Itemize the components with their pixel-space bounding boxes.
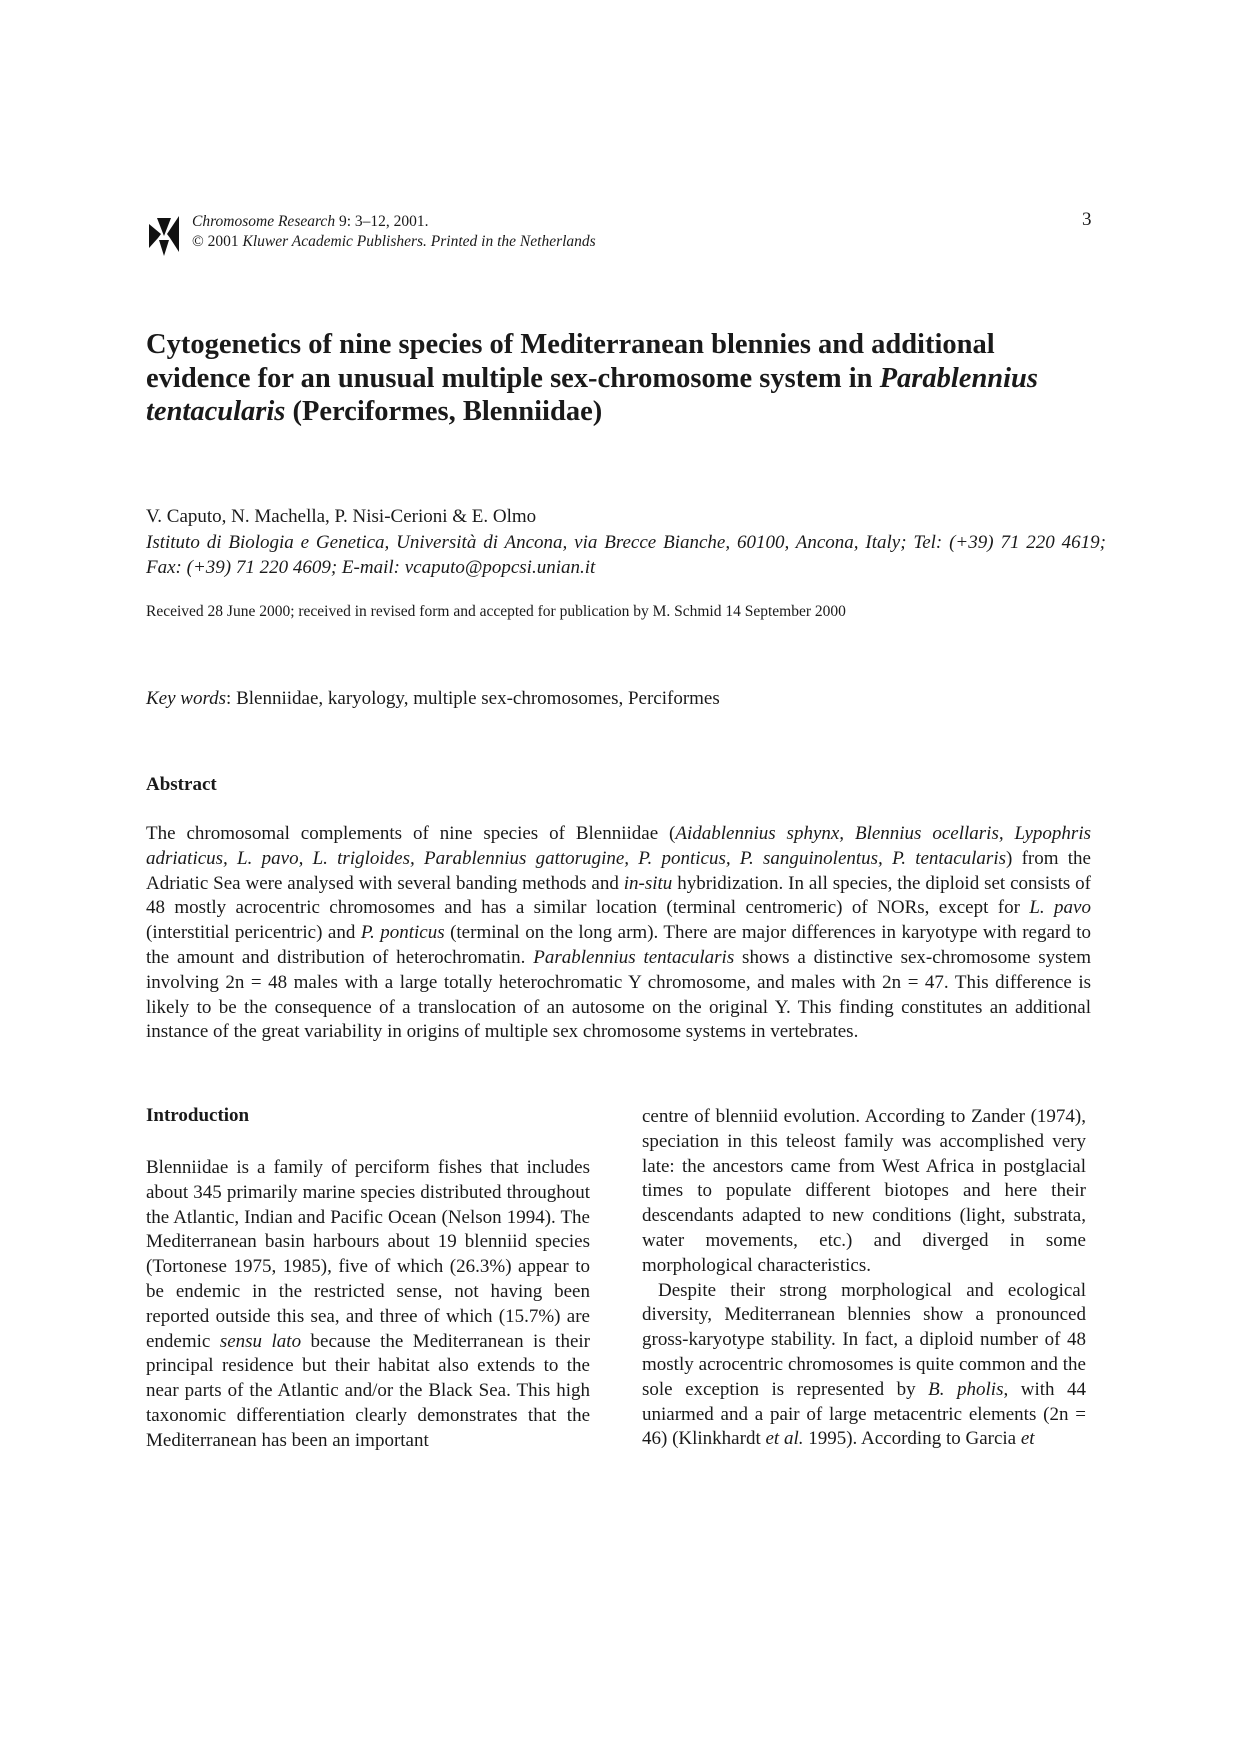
keywords <box>146 688 720 710</box>
intro-column-right <box>642 1105 1086 1452</box>
keywords-label: Key words <box>146 688 227 709</box>
page-number: 3 <box>1082 209 1092 230</box>
copyright-text: Kluwer Academic Publishers. Printed in the Netherlands <box>242 233 596 250</box>
journal-citation <box>192 212 596 252</box>
intro-p1-text: Blenniidae is a family of perciform fishes that includes about 345 primarily marine species distributed throughout the Atlantic, Indian and Pacific Ocean (Nelson 1994). The Mediterranean basin harbours about 19 blenniid species (Tortonese 1975, 1985), five of which (26.3%) appear to be endemic in the restricted sense, not having been reported outside this sea, and three of which (15.7%) are endemic sensu lato because the Mediterranean is their principal residence but their habitat also extends to the near parts of the Atlantic and/or the Black Sea. This high taxonomic differentiation clearly demonstrates that the Mediterranean has been an important <box>146 1157 591 1451</box>
intro-p1-cont-text: centre of blenniid evolution. According to Zander (1974), speciation in this teleost family was accomplished very late: the ancestors came from West Africa in postglacial times to populate different biotopes and here their descendants adapted to new conditions (light, substrata, water movements, etc.) and diverged in some morphological characteristics. <box>642 1106 1086 1276</box>
intro-paragraph-1-cont <box>642 1105 1086 1279</box>
abstract-body: The chromosomal complements of nine species of Blenniidae (Aidablennius sphynx, Blennius ocellaris, Lypophris adriaticus, L. pavo, L. trigloides, Parablennius gattorugine, P. ponticus, P. sanguinolentus, P. tentacularis) from the Adriatic Sea were analysed with several banding methods and in-situ hybridization. In all species, the diploid set consists of 48 mostly acrocentric chromosomes and has a similar location (terminal centromeric) of NORs, except for L. pavo (interstitial pericentric) and P. ponticus (terminal on the long arm). There are major differences in karyotype with regard to the amount and distribution of heterochromatin. Parablennius tentacularis shows a distinctive sex-chromosome system involving 2n = 48 males with a large totally heterochromatic Y chromosome, and males with 2n = 47. This difference is likely to be the consequence of a translocation of an autosome on the original Y. This finding constitutes an additional instance of the great variability in origins of multiple sex chromosome systems in vertebrates. <box>146 823 1092 1043</box>
article-title <box>146 328 1106 429</box>
title-text-end: (Perciformes, Blenniidae) <box>285 396 603 427</box>
keywords-text: : Blenniidae, karyology, multiple sex-chromosomes, Perciformes <box>226 688 720 709</box>
abstract-heading: Abstract <box>146 774 217 795</box>
publisher-logo-icon <box>146 214 182 258</box>
copyright-symbol: © <box>192 233 204 250</box>
intro-column-left <box>146 1156 590 1454</box>
intro-paragraph-2: Despite their strong morphological and ecological diversity, Mediterranean blennies show a pronounced gross-karyotype stability. In fact, a diploid number of 48 mostly acrocentric chromosomes is quite common and the sole exception is represented by B. pholis, with 44 uniarmed and a pair of large metacentric elements (2n = 46) (Klinkhardt et al. 1995). According to Garcia et <box>642 1279 1087 1450</box>
intro-paragraph-1 <box>146 1156 590 1454</box>
title-text: Cytogenetics of nine species of Mediterranean blennies and additional evidence for an unusual multiple sex-chromosome system in <box>146 329 995 394</box>
introduction-heading: Introduction <box>146 1105 250 1126</box>
authors: V. Caputo, N. Machella, P. Nisi-Cerioni & E. Olmo <box>146 506 537 527</box>
received-dates: Received 28 June 2000; received in revised form and accepted for publication by M. Schmid 14 September 2000 <box>146 603 846 620</box>
copyright-year: 2001 <box>207 233 239 250</box>
affiliation: Istituto di Biologia e Genetica, Università di Ancona, via Brecce Bianche, 60100, Ancona, Italy; Tel: (+39) 71 220 4619; Fax: (+39) 71 220 4609; E-mail: vcaputo@popcsi.unian.it <box>146 532 1106 578</box>
journal-name: Chromosome Research <box>192 213 336 230</box>
title-species: Parablennius tentacularis <box>146 362 1039 427</box>
journal-issue: 9: 3–12, 2001. <box>338 213 429 230</box>
